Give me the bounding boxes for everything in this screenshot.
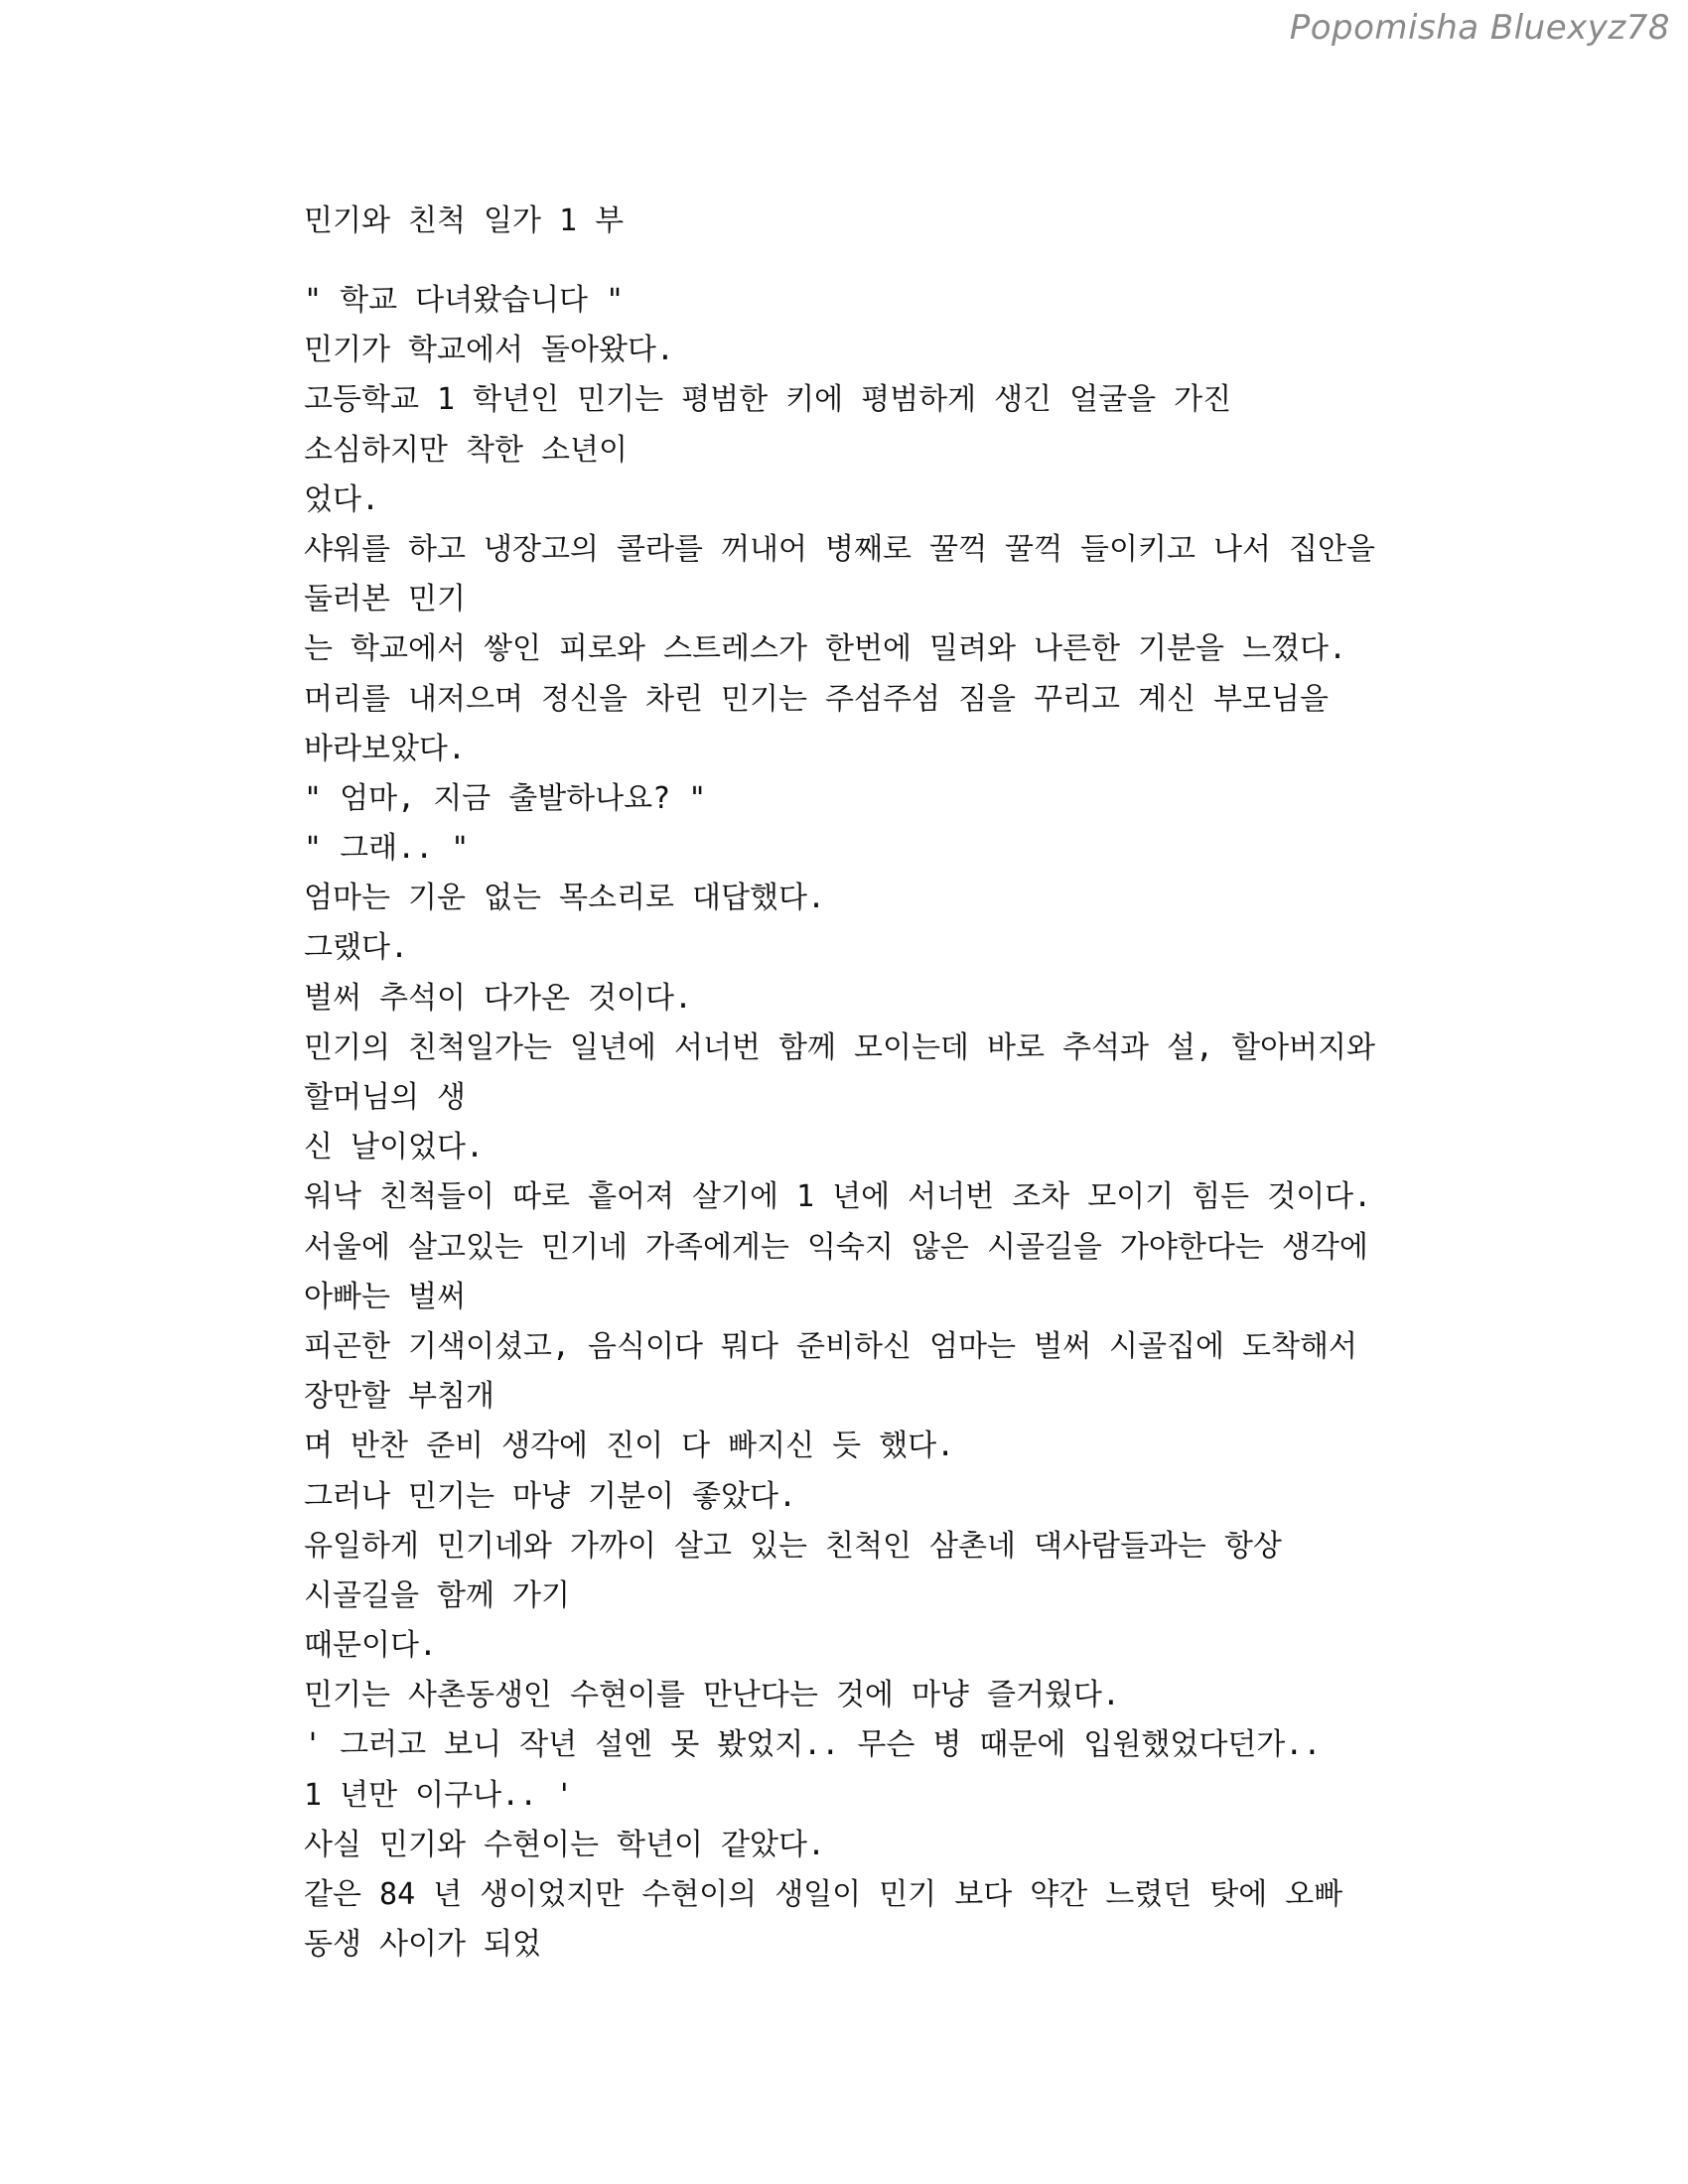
text-line: 서울에 살고있는 민기네 가족에게는 익숙지 않은 시골길을 가야한다는 생각에: [304, 1229, 1368, 1265]
text-line: 신 날이었다.: [304, 1130, 485, 1165]
text-line: 1 년만 이구나.. ': [304, 1777, 574, 1813]
text-line: 때문이다.: [304, 1628, 437, 1664]
text-line: 유일하게 민기네와 가까이 살고 있는 친척인 삼촌네 댁사람들과는 항상: [304, 1528, 1282, 1564]
text-line: 민기의 친척일가는 일년에 서너번 함께 모이는데 바로 추석과 설, 할아버지와: [304, 1029, 1375, 1065]
text-line: 워낙 친척들이 따로 흩어져 살기에 1 년에 서너번 조차 모이기 힘든 것이다.: [304, 1179, 1372, 1215]
text-line: 샤워를 하고 냉장고의 콜라를 꺼내어 병째로 꿀꺽 꿀꺽 들이키고 나서 집안을: [304, 531, 1375, 567]
text-line: 민기가 학교에서 돌아왔다.: [304, 333, 674, 368]
text-line: 아빠는 벌써: [304, 1279, 466, 1314]
text-line: 소심하지만 착한 소년이: [304, 432, 628, 468]
text-line: 엄마는 기운 없는 목소리로 대답했다.: [304, 881, 826, 916]
text-line: 할머님의 생: [304, 1080, 466, 1115]
text-line: " 엄마, 지금 출발하나요? ": [304, 780, 707, 816]
text-line: 장만할 부침개: [304, 1379, 494, 1415]
text-line: 며 반찬 준비 생각에 진이 다 빠지신 듯 했다.: [304, 1429, 955, 1464]
text-line: 민기는 사촌동생인 수현이를 만난다는 것에 마냥 즐거웠다.: [304, 1678, 1120, 1713]
text-line: ' 그러고 보니 작년 설엔 못 봤었지.. 무슨 병 때문에 입원했었다던가..: [304, 1727, 1322, 1763]
document-body: [304, 276, 1476, 1970]
document-page: [304, 197, 1476, 1970]
text-line: 고등학교 1 학년인 민기는 평범한 키에 평범하게 생긴 얼굴을 가진: [304, 382, 1232, 418]
text-line: 사실 민기와 수현이는 학년이 같았다.: [304, 1827, 826, 1862]
text-line: 시골길을 함께 가기: [304, 1577, 570, 1613]
text-line: 동생 사이가 되었: [304, 1927, 541, 1963]
text-line: 벌써 추석이 다가온 것이다.: [304, 980, 693, 1016]
text-line: 같은 84 년 생이었지만 수현이의 생일이 민기 보다 약간 느렸던 탓에 오빠: [304, 1877, 1343, 1912]
text-line: 는 학교에서 쌓인 피로와 스트레스가 한번에 밀려와 나른한 기분을 느꼈다.: [304, 631, 1347, 667]
text-line: " 학교 다녀왔습니다 ": [304, 283, 625, 318]
document-title: 민기와 친척 일가 1 부: [304, 204, 625, 238]
text-line: 피곤한 기색이셨고, 음식이다 뭐다 준비하신 엄마는 벌써 시골집에 도착해서: [304, 1328, 1357, 1364]
text-line: 그랬다.: [304, 930, 409, 966]
text-line: 었다.: [304, 481, 380, 517]
text-line: 그러나 민기는 마냥 기분이 좋았다.: [304, 1478, 797, 1514]
text-line: 머리를 내저으며 정신을 차린 민기는 주섬주섬 짐을 꾸리고 계신 부모님을: [304, 681, 1329, 717]
watermark: Popomisha Bluexyz78: [1289, 8, 1670, 48]
text-line: " 그래.. ": [304, 831, 470, 867]
text-line: 둘러본 민기: [304, 582, 466, 617]
text-line: 바라보았다.: [304, 731, 466, 766]
